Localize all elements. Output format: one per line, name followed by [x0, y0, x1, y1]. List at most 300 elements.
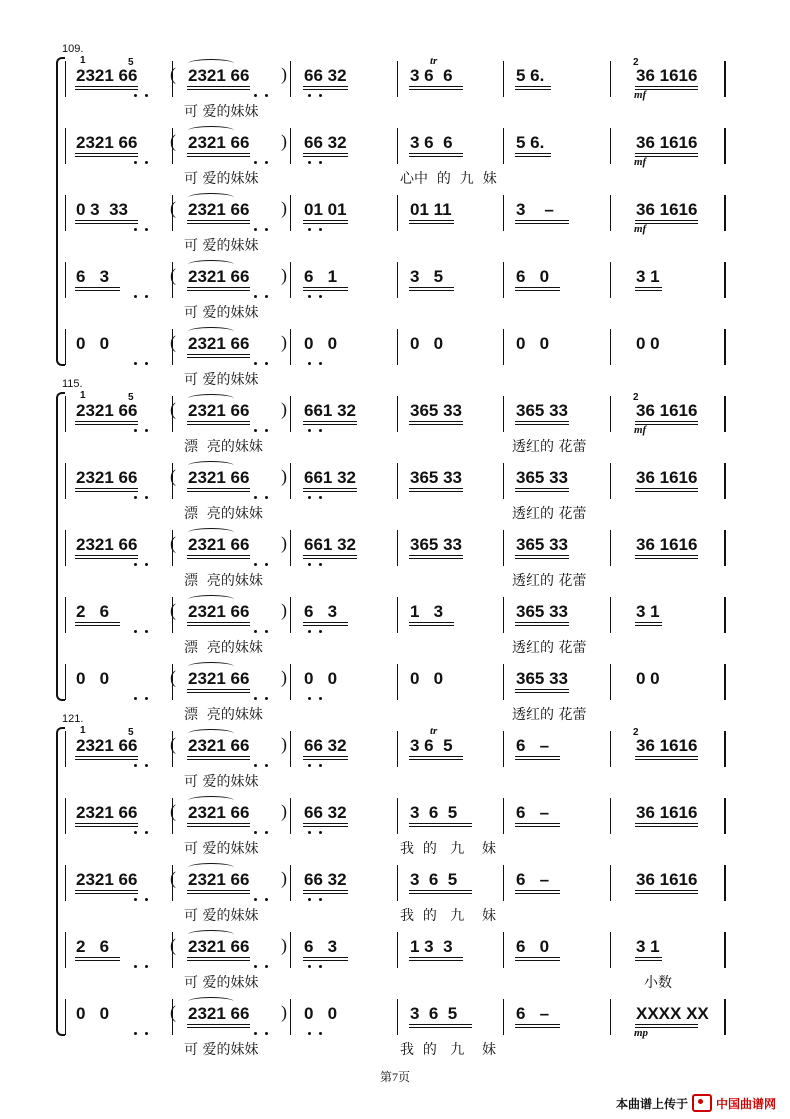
measure-notes: 36 1616 — [636, 401, 698, 420]
barline — [503, 664, 504, 700]
barline — [610, 396, 611, 432]
low-octave-dot — [265, 898, 268, 901]
beam — [515, 957, 560, 961]
barline — [610, 999, 611, 1035]
measure-notes: 0 0 — [76, 669, 110, 688]
measure-notes: 2321 66 — [188, 937, 250, 956]
repeat-paren-close: ) — [281, 466, 287, 486]
low-octave-dot — [308, 94, 311, 97]
low-octave-dot — [134, 764, 137, 767]
low-octave-dot — [254, 630, 257, 633]
measure-notes: 2321 66 — [76, 468, 138, 487]
measure-notes: 365 33 — [410, 401, 462, 420]
measure-notes: 2321 66 — [188, 468, 250, 487]
low-octave-dot — [308, 161, 311, 164]
measure-notes: 3 6 5 — [410, 736, 453, 755]
barline — [503, 396, 504, 432]
low-octave-dot — [134, 1032, 137, 1035]
barline — [610, 61, 611, 97]
barline — [503, 329, 504, 365]
beam — [187, 488, 250, 492]
low-octave-dot — [254, 831, 257, 834]
lyric-line: 可 爱的妹妹 — [184, 908, 259, 924]
grace-note: 1 — [80, 55, 86, 66]
barline — [397, 128, 398, 164]
low-octave-dot — [134, 429, 137, 432]
slur — [188, 327, 234, 336]
beam — [303, 622, 348, 626]
repeat-paren-open: ( — [170, 198, 176, 218]
low-octave-dot — [319, 496, 322, 499]
repeat-paren-open: ( — [170, 131, 176, 151]
barline — [503, 865, 504, 901]
low-octave-dot — [319, 764, 322, 767]
low-octave-dot — [265, 94, 268, 97]
slur — [188, 930, 234, 939]
slur — [188, 126, 234, 135]
low-octave-dot — [308, 429, 311, 432]
barline — [397, 999, 398, 1035]
lyric-line: 可 爱的妹妹 — [184, 774, 259, 790]
repeat-paren-open: ( — [170, 265, 176, 285]
measure-notes: 36 1616 — [636, 468, 698, 487]
barline — [724, 128, 726, 164]
low-octave-dot — [254, 161, 257, 164]
slur — [188, 193, 234, 202]
low-octave-dot — [319, 362, 322, 365]
low-octave-dot — [254, 362, 257, 365]
measure-notes: 2321 66 — [188, 267, 250, 286]
beam — [515, 421, 569, 425]
barline — [397, 597, 398, 633]
low-octave-dot — [134, 697, 137, 700]
low-octave-dot — [319, 295, 322, 298]
low-octave-dot — [254, 965, 257, 968]
barline — [65, 128, 66, 164]
measure-notes: 5 6. — [516, 133, 545, 152]
repeat-paren-open: ( — [170, 399, 176, 419]
slur — [188, 595, 234, 604]
barline — [65, 262, 66, 298]
beam — [75, 488, 138, 492]
lyric-line: 心中 的 九 妹 — [400, 171, 497, 187]
low-octave-dot — [134, 965, 137, 968]
low-octave-dot — [145, 1032, 148, 1035]
repeat-paren-open: ( — [170, 667, 176, 687]
repeat-paren-close: ) — [281, 265, 287, 285]
measure-notes: 2321 66 — [76, 133, 138, 152]
beam — [515, 756, 560, 760]
low-octave-dot — [145, 965, 148, 968]
low-octave-dot — [134, 630, 137, 633]
low-octave-dot — [265, 161, 268, 164]
barline — [290, 932, 291, 968]
barline — [503, 731, 504, 767]
measure-notes: 365 33 — [410, 535, 462, 554]
low-octave-dot — [134, 496, 137, 499]
barline — [724, 61, 726, 97]
beam — [409, 890, 472, 894]
beam — [635, 488, 698, 492]
low-octave-dot — [265, 764, 268, 767]
beam — [187, 153, 250, 157]
beam — [187, 86, 250, 90]
measure-notes: 6 3 — [304, 937, 338, 956]
beam — [187, 957, 250, 961]
barline — [724, 865, 726, 901]
barline — [724, 262, 726, 298]
repeat-paren-close: ) — [281, 533, 287, 553]
measure-notes: 365 33 — [516, 468, 568, 487]
measure-notes: 6 3 — [76, 267, 110, 286]
lyric-line: 可 爱的妹妹 — [184, 1042, 259, 1058]
beam — [409, 756, 463, 760]
dynamic-marking: mf — [634, 89, 647, 101]
beam — [515, 823, 560, 827]
barline — [610, 798, 611, 834]
low-octave-dot — [145, 496, 148, 499]
barline — [610, 664, 611, 700]
barline — [397, 396, 398, 432]
beam — [187, 1024, 250, 1028]
lyric-line: 可 爱的妹妹 — [184, 238, 259, 254]
beam — [75, 622, 120, 626]
beam — [187, 689, 250, 693]
barline — [610, 262, 611, 298]
dynamic-marking: mf — [634, 424, 647, 436]
low-octave-dot — [145, 362, 148, 365]
low-octave-dot — [254, 496, 257, 499]
repeat-paren-close: ) — [281, 868, 287, 888]
beam — [409, 555, 463, 559]
low-octave-dot — [145, 764, 148, 767]
grace-note: 2 — [633, 57, 639, 68]
grace-note: 2 — [633, 392, 639, 403]
measure-notes: 365 33 — [410, 468, 462, 487]
low-octave-dot — [265, 965, 268, 968]
barline — [65, 61, 66, 97]
low-octave-dot — [265, 630, 268, 633]
measure-notes: 2321 66 — [188, 602, 250, 621]
low-octave-dot — [265, 831, 268, 834]
barline — [610, 128, 611, 164]
beam — [409, 421, 463, 425]
measure-notes: 1 3 — [410, 602, 444, 621]
lyric-line: 我 的 九 妹 — [400, 908, 497, 924]
low-octave-dot — [308, 697, 311, 700]
low-octave-dot — [265, 362, 268, 365]
slur — [188, 997, 234, 1006]
measure-notes: 2321 66 — [188, 870, 250, 889]
beam — [75, 957, 120, 961]
measure-notes: 2321 66 — [76, 803, 138, 822]
slur — [188, 59, 234, 68]
low-octave-dot — [254, 563, 257, 566]
low-octave-dot — [145, 831, 148, 834]
repeat-paren-close: ) — [281, 667, 287, 687]
barline — [290, 262, 291, 298]
low-octave-dot — [319, 563, 322, 566]
barline — [724, 597, 726, 633]
measure-notes: 0 0 — [636, 669, 660, 688]
measure-notes: 6 1 — [304, 267, 338, 286]
measure-notes: 6 3 — [304, 602, 338, 621]
barline — [397, 731, 398, 767]
measure-notes: 2321 66 — [188, 736, 250, 755]
lyric-line: 可 爱的妹妹 — [184, 372, 259, 388]
barline — [290, 664, 291, 700]
measure-notes: 2321 66 — [76, 870, 138, 889]
low-octave-dot — [308, 1032, 311, 1035]
beam — [187, 823, 250, 827]
repeat-paren-open: ( — [170, 734, 176, 754]
beam — [75, 220, 138, 224]
measure-notes: 2321 66 — [188, 1004, 250, 1023]
trill-marking: tr — [430, 55, 438, 67]
measure-notes: 6 – — [516, 803, 550, 822]
low-octave-dot — [319, 429, 322, 432]
beam — [75, 153, 138, 157]
low-octave-dot — [254, 697, 257, 700]
measure-notes: 3 6 6 — [410, 133, 453, 152]
low-octave-dot — [134, 362, 137, 365]
measure-notes: 2321 66 — [76, 401, 138, 420]
instrument-label: 小数 — [644, 975, 672, 991]
repeat-paren-close: ) — [281, 801, 287, 821]
low-octave-dot — [145, 295, 148, 298]
lyric-line: 透红的 花蕾 — [512, 506, 587, 522]
beam — [303, 287, 348, 291]
grace-note: 5 — [128, 727, 134, 738]
beam — [515, 555, 569, 559]
repeat-paren-open: ( — [170, 600, 176, 620]
low-octave-dot — [265, 295, 268, 298]
low-octave-dot — [265, 1032, 268, 1035]
low-octave-dot — [145, 161, 148, 164]
lyric-line: 漂 亮的妹妹 — [184, 506, 263, 522]
slur — [188, 260, 234, 269]
measure-notes: 2321 66 — [76, 736, 138, 755]
repeat-paren-close: ) — [281, 332, 287, 352]
beam — [409, 220, 454, 224]
low-octave-dot — [254, 94, 257, 97]
low-octave-dot — [145, 630, 148, 633]
repeat-paren-close: ) — [281, 1002, 287, 1022]
measure-notes: 66 32 — [304, 133, 347, 152]
low-octave-dot — [134, 563, 137, 566]
low-octave-dot — [319, 228, 322, 231]
low-octave-dot — [308, 831, 311, 834]
system-bracket — [56, 727, 65, 1036]
low-octave-dot — [308, 764, 311, 767]
credit-site: 中国曲谱网 — [715, 1096, 776, 1111]
barline — [724, 999, 726, 1035]
measure-number: 109. — [62, 43, 84, 55]
measure-notes: 2321 66 — [188, 200, 250, 219]
barline — [65, 865, 66, 901]
low-octave-dot — [134, 295, 137, 298]
grace-note: 5 — [128, 57, 134, 68]
measure-notes: 2321 66 — [188, 401, 250, 420]
measure-notes: 0 0 — [304, 334, 338, 353]
barline — [65, 798, 66, 834]
beam — [303, 890, 348, 894]
barline — [65, 597, 66, 633]
beam — [303, 153, 348, 157]
barline — [503, 61, 504, 97]
beam — [409, 1024, 472, 1028]
system-bracket — [56, 392, 65, 701]
beam — [409, 153, 463, 157]
low-octave-dot — [134, 228, 137, 231]
barline — [397, 798, 398, 834]
barline — [610, 865, 611, 901]
measure-notes: 36 1616 — [636, 803, 698, 822]
low-octave-dot — [308, 898, 311, 901]
barline — [503, 798, 504, 834]
beam — [187, 756, 250, 760]
barline — [610, 731, 611, 767]
beam — [303, 957, 348, 961]
low-octave-dot — [265, 429, 268, 432]
beam — [303, 86, 348, 90]
measure-notes: 5 6. — [516, 66, 545, 85]
low-octave-dot — [134, 831, 137, 834]
measure-notes: 0 3 33 — [76, 200, 128, 219]
system-bracket — [56, 57, 65, 366]
slur — [188, 662, 234, 671]
beam — [187, 421, 250, 425]
measure-notes: 66 32 — [304, 66, 347, 85]
measure-notes: 2321 66 — [188, 803, 250, 822]
beam — [515, 220, 569, 224]
measure-notes: 2321 66 — [188, 334, 250, 353]
measure-notes: 0 0 — [410, 669, 444, 688]
beam — [635, 890, 698, 894]
low-octave-dot — [319, 831, 322, 834]
barline — [65, 664, 66, 700]
measure-notes: 0 0 — [304, 1004, 338, 1023]
beam — [409, 622, 454, 626]
barline — [724, 932, 726, 968]
low-octave-dot — [134, 161, 137, 164]
grace-note: 2 — [633, 727, 639, 738]
beam — [515, 689, 569, 693]
barline — [724, 329, 726, 365]
measure-notes: 6 0 — [516, 937, 550, 956]
beam — [75, 890, 138, 894]
barline — [610, 329, 611, 365]
beam — [303, 756, 348, 760]
grace-note: 1 — [80, 725, 86, 736]
measure-notes: 3 6 6 — [410, 66, 453, 85]
barline — [503, 463, 504, 499]
repeat-paren-close: ) — [281, 734, 287, 754]
measure-notes: 2321 66 — [188, 133, 250, 152]
beam — [635, 622, 662, 626]
repeat-paren-open: ( — [170, 1002, 176, 1022]
low-octave-dot — [134, 898, 137, 901]
trill-marking: tr — [430, 725, 438, 737]
measure-notes: 0 0 — [410, 334, 444, 353]
low-octave-dot — [308, 295, 311, 298]
barline — [503, 530, 504, 566]
grace-note: 1 — [80, 390, 86, 401]
barline — [290, 195, 291, 231]
measure-notes: 0 0 — [76, 1004, 110, 1023]
beam — [515, 287, 560, 291]
page-number: 第7页 — [379, 1070, 410, 1084]
barline — [724, 195, 726, 231]
barline — [503, 932, 504, 968]
beam — [515, 1024, 560, 1028]
barline — [503, 262, 504, 298]
beam — [515, 488, 569, 492]
low-octave-dot — [319, 898, 322, 901]
beam — [187, 287, 250, 291]
measure-number: 121. — [62, 713, 84, 725]
beam — [409, 488, 463, 492]
measure-notes: 365 33 — [516, 535, 568, 554]
low-octave-dot — [319, 94, 322, 97]
measure-notes: 3 6 5 — [410, 870, 458, 889]
barline — [290, 396, 291, 432]
repeat-paren-open: ( — [170, 868, 176, 888]
beam — [515, 153, 551, 157]
measure-notes: 01 11 — [410, 200, 452, 219]
measure-notes: 0 0 — [76, 334, 110, 353]
lyric-line: 可 爱的妹妹 — [184, 841, 259, 857]
low-octave-dot — [265, 563, 268, 566]
measure-notes: 66 32 — [304, 736, 347, 755]
lyric-line: 可 爱的妹妹 — [184, 171, 259, 187]
barline — [290, 329, 291, 365]
lyric-line: 可 爱的妹妹 — [184, 104, 259, 120]
low-octave-dot — [254, 1032, 257, 1035]
measure-notes: 661 32 — [304, 401, 356, 420]
low-octave-dot — [308, 362, 311, 365]
barline — [290, 61, 291, 97]
barline — [503, 195, 504, 231]
repeat-paren-close: ) — [281, 198, 287, 218]
beam — [303, 421, 357, 425]
beam — [187, 555, 250, 559]
measure-notes: 6 – — [516, 736, 550, 755]
beam — [75, 823, 138, 827]
barline — [397, 932, 398, 968]
low-octave-dot — [308, 630, 311, 633]
lyric-line: 漂 亮的妹妹 — [184, 640, 263, 656]
measure-notes: 6 – — [516, 870, 550, 889]
slur — [188, 729, 234, 738]
low-octave-dot — [308, 228, 311, 231]
barline — [610, 932, 611, 968]
measure-notes: XXXX XX — [636, 1004, 709, 1023]
barline — [397, 664, 398, 700]
beam — [75, 421, 138, 425]
low-octave-dot — [319, 965, 322, 968]
barline — [724, 463, 726, 499]
measure-notes: 3 6 5 — [410, 803, 458, 822]
barline — [610, 195, 611, 231]
barline — [610, 463, 611, 499]
beam — [75, 287, 120, 291]
low-octave-dot — [145, 94, 148, 97]
low-octave-dot — [145, 228, 148, 231]
repeat-paren-close: ) — [281, 64, 287, 84]
slur — [188, 863, 234, 872]
barline — [65, 463, 66, 499]
